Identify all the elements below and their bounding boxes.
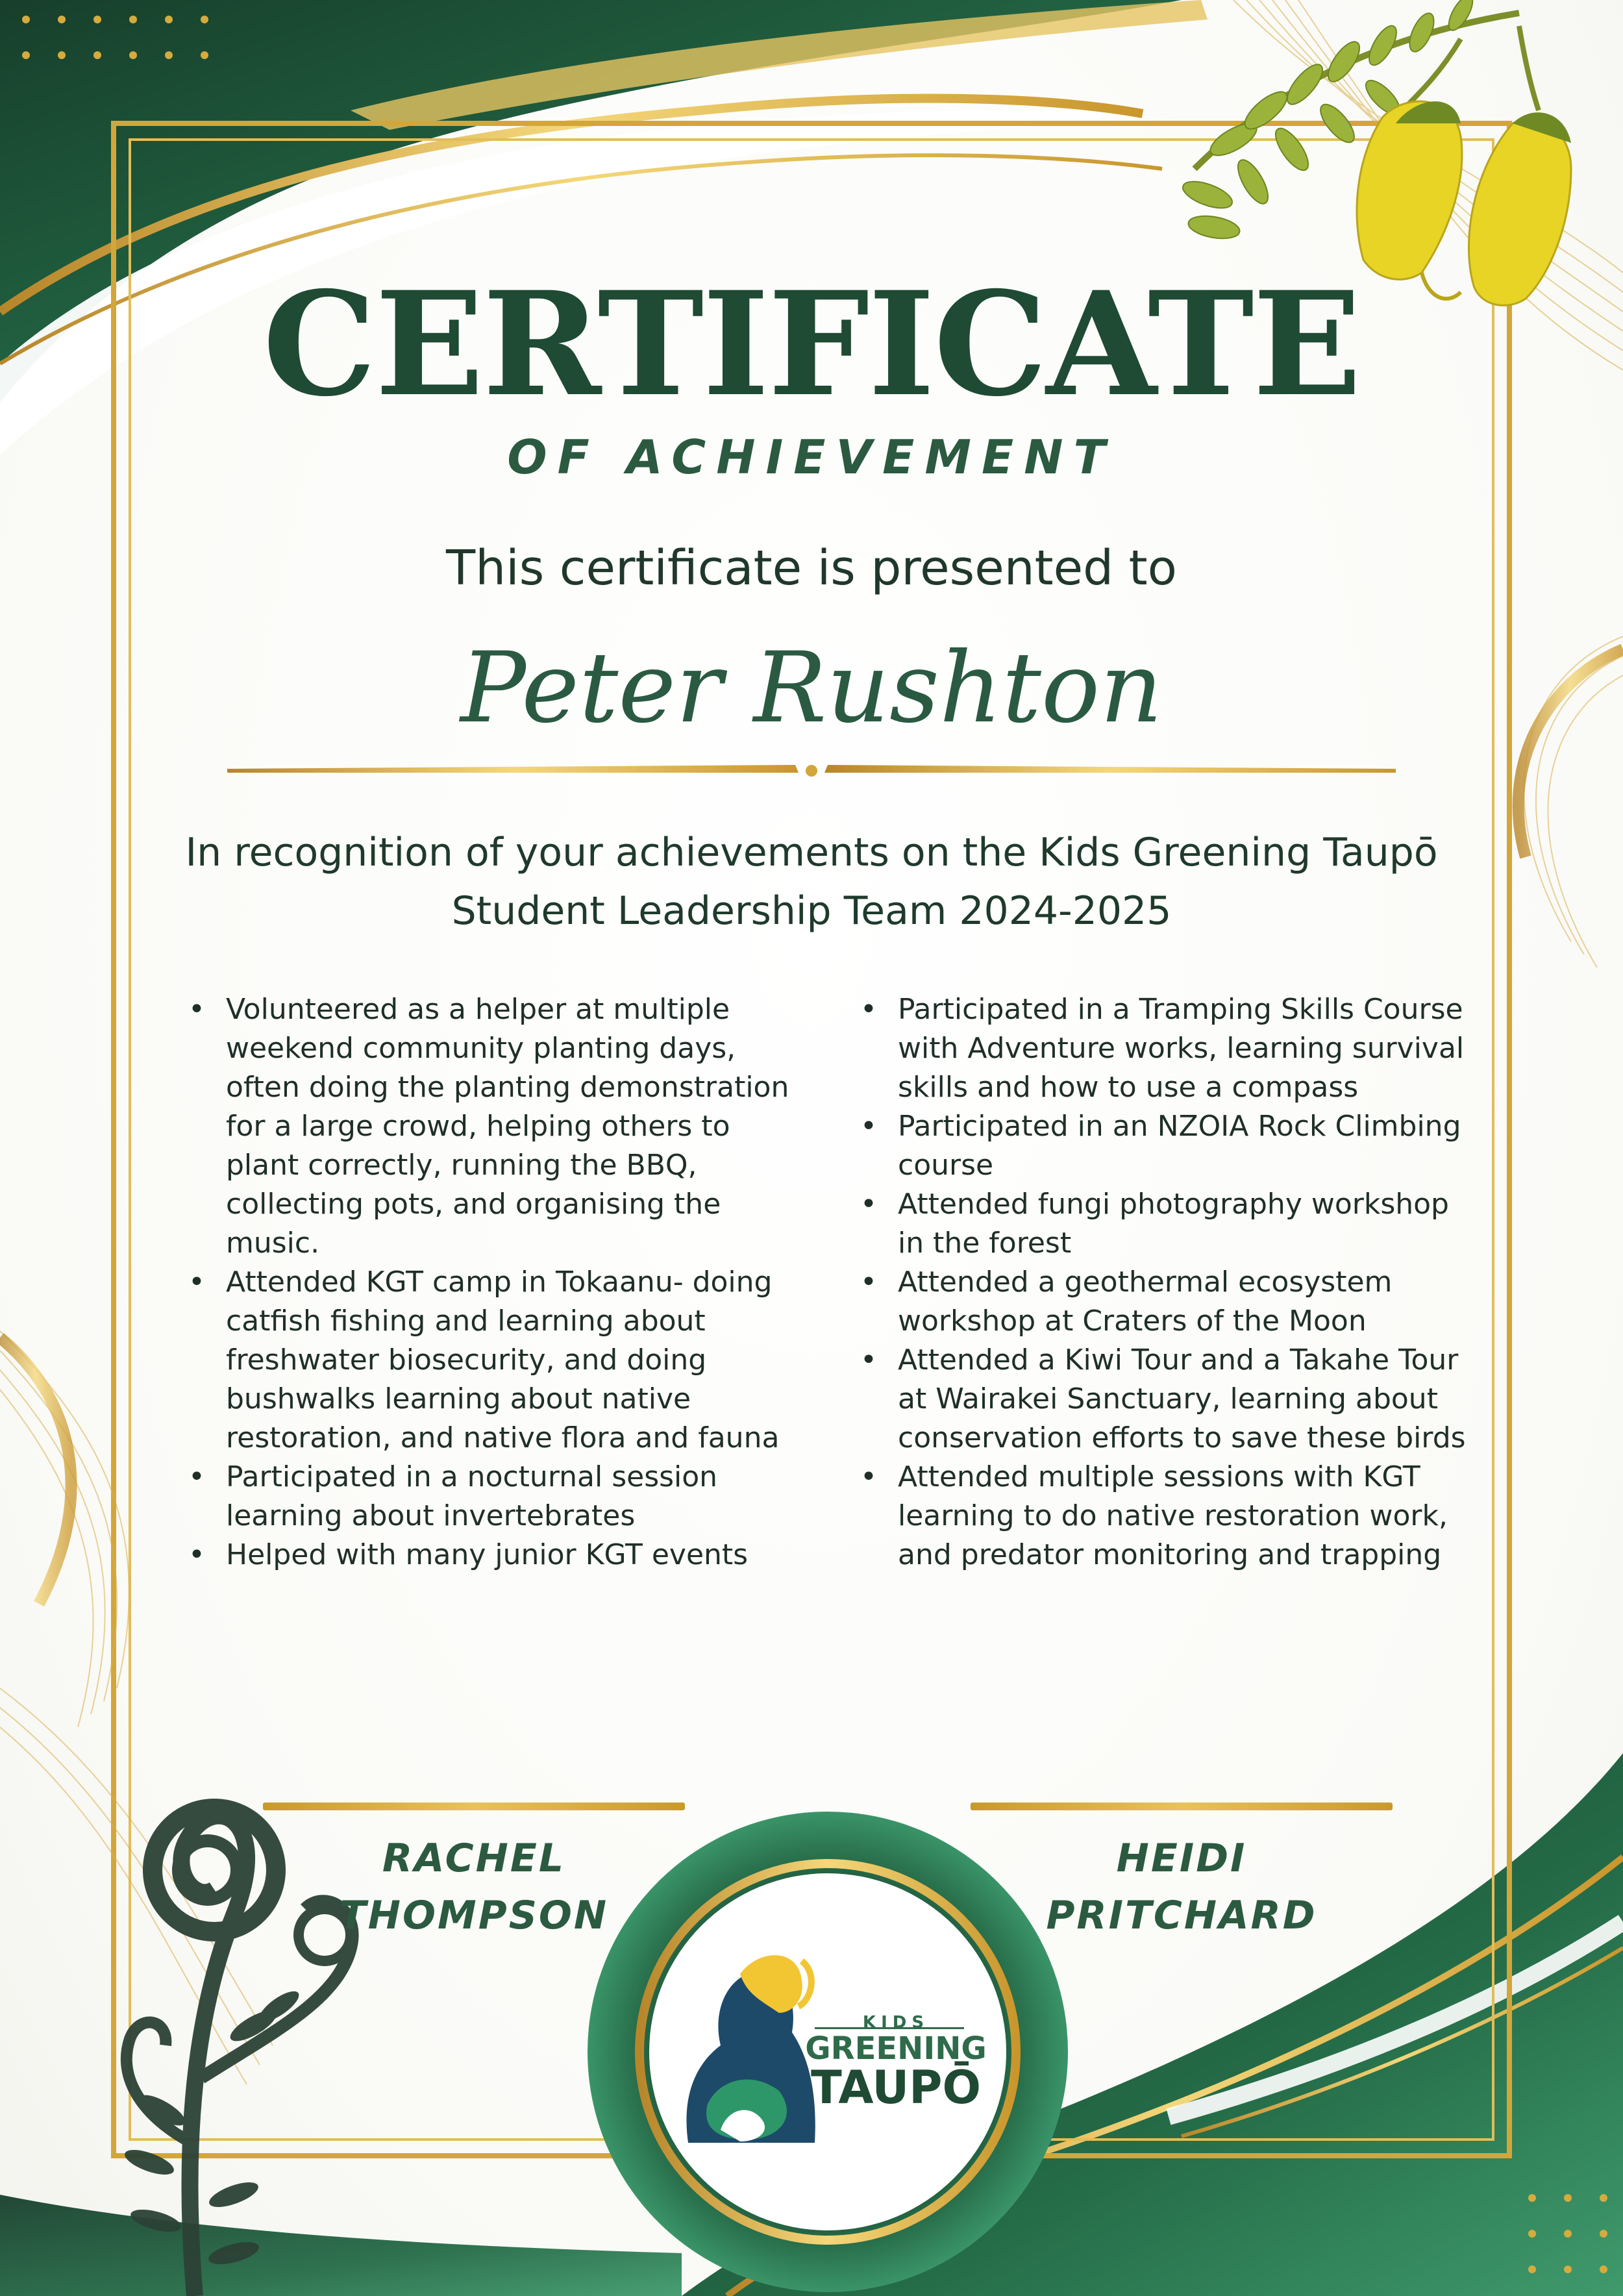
signatory-right-last: PRITCHARD [1046, 1893, 1317, 1938]
recipient-name: Peter Rushton [460, 632, 1163, 745]
signatory-right [971, 1830, 1393, 1944]
logo-kids: KIDS [862, 2013, 930, 2032]
achievement-item: • Participated in an NZOIA Rock Climbing course [860, 1107, 1477, 1185]
certificate-title: CERTIFICATE [262, 260, 1361, 428]
logo-wordmark [792, 2013, 1000, 2115]
achievement-item: • Participated in a nocturnal session learning about invertebrates [188, 1458, 805, 1536]
signature-line-right [971, 1803, 1393, 1810]
certificate-subtitle: OF ACHIEVEMENT [507, 430, 1116, 484]
signatory-right-first: HEIDI [1116, 1836, 1247, 1881]
signatory-left-last: THOMPSON [339, 1893, 609, 1938]
achievements-left-list [188, 990, 805, 1575]
achievement-item: • Attended a geothermal ecosystem workshop at Craters of the Moon [860, 1263, 1477, 1341]
achievement-item: • Attended fungi photography workshop in the forest [860, 1185, 1477, 1263]
achievement-item: • Helped with many junior KGT events [188, 1536, 805, 1575]
logo-taupo: TAUPŌ [811, 2061, 981, 2115]
achievement-item: • Attended a Kiwi Tour and a Takahe Tour at Wairakei Sanctuary, learning about conservation efforts to save these birds [860, 1341, 1477, 1458]
achievements-right-list [860, 990, 1477, 1575]
achievement-item: • Volunteered as a helper at multiple weekend community planting days, often doing the planting demonstration for a large crowd, helping others to plant correctly, running the BBQ, collecting pots, and organising the music. [188, 990, 805, 1263]
achievement-item: • Attended multiple sessions with KGT learning to do native restoration work, and predator monitoring and trapping [860, 1458, 1477, 1575]
achievement-item: • Attended KGT camp in Tokaanu- doing catfish fishing and learning about freshwater biosecurity, and doing bushwalks learning about native restoration, and native flora and fauna [188, 1263, 805, 1458]
name-divider [227, 765, 1396, 777]
presented-to-text: This certificate is presented to [446, 540, 1177, 596]
recognition-text: In recognition of your achievements on the Kids Greening Taupō Student Leadership Team 2024-2025 [185, 830, 1438, 934]
signatory-left [263, 1830, 685, 1944]
logo-greening: GREENING [805, 2030, 987, 2067]
achievement-item: • Participated in a Tramping Skills Course with Adventure works, learning survival skills and how to use a compass [860, 990, 1477, 1107]
signature-line-left [263, 1803, 685, 1810]
signatory-left-first: RACHEL [382, 1836, 566, 1881]
